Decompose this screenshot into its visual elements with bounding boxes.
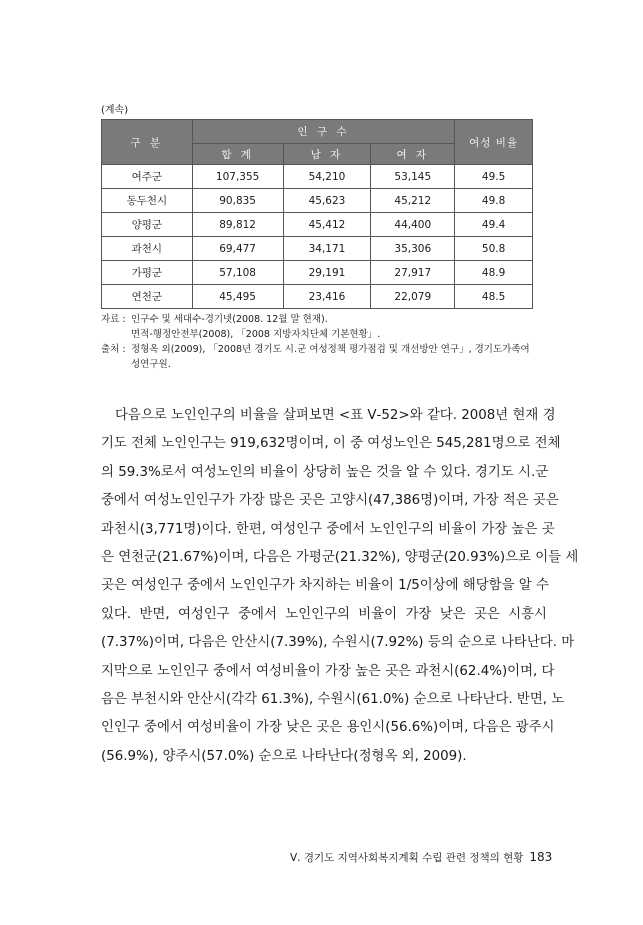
cell-region: 과천시 bbox=[102, 237, 193, 261]
cell-region: 동두천시 bbox=[102, 189, 193, 213]
header-male: 남 자 bbox=[283, 144, 371, 165]
body-line: (7.37%)이며, 다음은 안산시(7.39%), 수원시(7.92%) 등의 순으로 나타난다. 마 bbox=[101, 635, 575, 651]
origin-note bbox=[101, 342, 541, 357]
cell-ratio: 49.4 bbox=[455, 213, 533, 237]
cell-ratio: 49.8 bbox=[455, 189, 533, 213]
cell-male: 34,171 bbox=[283, 237, 371, 261]
origin-line-2: 성연구원. bbox=[131, 359, 171, 370]
population-table bbox=[101, 119, 533, 309]
cell-total: 57,108 bbox=[192, 261, 283, 285]
source-line-1: 인구수 및 세대수-경기넷(2008. 12월 말 현재). bbox=[131, 314, 328, 325]
cell-region: 양평군 bbox=[102, 213, 193, 237]
body-line: 기도 전체 노인인구는 919,632명이며, 이 중 여성노인은 545,281명으로 전체 bbox=[101, 436, 561, 452]
body-line: 은 연천군(21.67%)이며, 다음은 가평군(21.32%), 양평군(20.93%)으로 이들 세 bbox=[101, 550, 579, 566]
table-row bbox=[102, 165, 533, 189]
table-row bbox=[102, 237, 533, 261]
cell-female: 45,212 bbox=[371, 189, 455, 213]
page-footer bbox=[290, 850, 553, 865]
cell-ratio: 50.8 bbox=[455, 237, 533, 261]
cell-female: 35,306 bbox=[371, 237, 455, 261]
cell-region: 연천군 bbox=[102, 285, 193, 309]
body-line: 곳은 여성인구 중에서 노인인구가 차지하는 비율이 1/5이상에 해당함을 알 수 bbox=[101, 578, 549, 594]
page-number: 183 bbox=[529, 850, 553, 864]
body-line: 중에서 여성노인인구가 가장 많은 곳은 고양시(47,386명)이며, 가장 적은 곳은 bbox=[101, 493, 559, 509]
source-note bbox=[101, 312, 541, 327]
chapter-title: Ⅴ. 경기도 지역사회복지계획 수립 관련 정책의 현황 bbox=[290, 852, 524, 864]
body-line: 과천시(3,771명)이다. 한편, 여성인구 중에서 노인인구의 비율이 가장 높은 곳 bbox=[101, 521, 555, 537]
header-total: 합 계 bbox=[192, 144, 283, 165]
cell-female: 44,400 bbox=[371, 213, 455, 237]
table-row bbox=[102, 261, 533, 285]
cell-total: 107,355 bbox=[192, 165, 283, 189]
source-label: 자료 : bbox=[101, 314, 126, 325]
header-female: 여 자 bbox=[371, 144, 455, 165]
body-line: 있다. 반면, 여성인구 중에서 노인인구의 비율이 가장 낮은 곳은 시흥시 bbox=[101, 606, 547, 622]
table-row bbox=[102, 285, 533, 309]
cell-male: 45,623 bbox=[283, 189, 371, 213]
cell-female: 27,917 bbox=[371, 261, 455, 285]
body-paragraph bbox=[101, 402, 579, 771]
header-female-ratio: 여성 비율 bbox=[455, 120, 533, 165]
body-line: 지막으로 노인인구 중에서 여성비율이 가장 높은 곳은 과천시(62.4%)이며, 다 bbox=[101, 663, 555, 679]
body-line: 다음으로 노인인구의 비율을 살펴보면 <표 Ⅴ-52>와 같다. 2008년 현재 경 bbox=[115, 408, 556, 423]
cell-female: 22,079 bbox=[371, 285, 455, 309]
cell-ratio: 49.5 bbox=[455, 165, 533, 189]
body-line: (56.9%), 양주시(57.0%) 순으로 나타난다(정형옥 외, 2009). bbox=[101, 748, 467, 764]
cell-total: 69,477 bbox=[192, 237, 283, 261]
cell-region: 가평군 bbox=[102, 261, 193, 285]
cell-female: 53,145 bbox=[371, 165, 455, 189]
source-line-2: 면적-행정안전부(2008), 「2008 지방자치단체 기본현황」. bbox=[131, 329, 381, 340]
cell-male: 23,416 bbox=[283, 285, 371, 309]
header-gubun: 구 분 bbox=[102, 120, 193, 165]
cell-male: 29,191 bbox=[283, 261, 371, 285]
cell-total: 45,495 bbox=[192, 285, 283, 309]
origin-line-1: 정형옥 외(2009), 「2008년 경기도 시․군 여성정책 평가점검 및 개선방안 연구」, 경기도가족여 bbox=[131, 344, 530, 355]
body-line: 인인구 중에서 여성비율이 가장 낮은 곳은 용인시(56.6%)이며, 다음은 광주시 bbox=[101, 720, 555, 736]
cell-male: 45,412 bbox=[283, 213, 371, 237]
header-population: 인 구 수 bbox=[192, 120, 454, 144]
origin-label: 출처 : bbox=[101, 344, 126, 355]
cell-total: 90,835 bbox=[192, 189, 283, 213]
table-notes bbox=[101, 312, 541, 372]
body-line: 의 59.3%로서 여성노인의 비율이 상당히 높은 것을 알 수 있다. 경기도 시․군 bbox=[101, 464, 549, 480]
table-row bbox=[102, 213, 533, 237]
body-line: 음은 부천시와 안산시(각각 61.3%), 수원시(61.0%) 순으로 나타난다. 반면, 노 bbox=[101, 692, 565, 708]
cell-male: 54,210 bbox=[283, 165, 371, 189]
cell-ratio: 48.9 bbox=[455, 261, 533, 285]
cell-total: 89,812 bbox=[192, 213, 283, 237]
continued-label: (계속) bbox=[101, 105, 129, 116]
cell-region: 여주군 bbox=[102, 165, 193, 189]
cell-ratio: 48.5 bbox=[455, 285, 533, 309]
table-row bbox=[102, 189, 533, 213]
